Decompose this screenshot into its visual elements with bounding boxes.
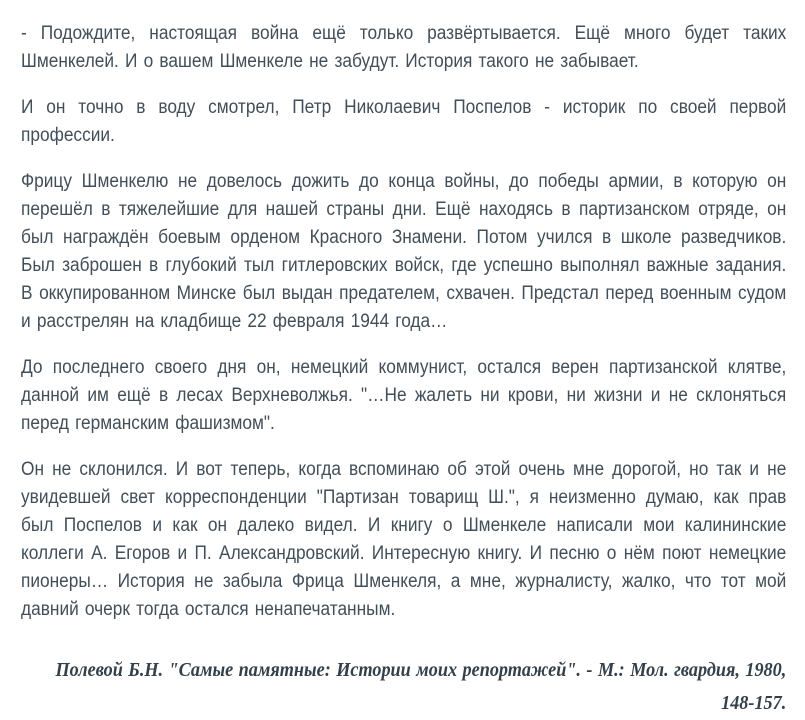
paragraph-4: До последнего своего дня он, немецкий коммунист, остался верен партизанской клятве, данной им ещё в лесах Верхневолжья. "…Не жалеть ни крови, ни жизни и не склоняться перед германским фашизмом". [21,357,787,434]
paragraph-3: Фрицу Шменкелю не довелось дожить до конца войны, до победы армии, в которую он перешёл в тяжелейшие для нашей страны дни. Ещё находясь в партизанском отряде, он был награждён боевым орденом Красного Знамени. Потом учился в школе разведчиков. Был заброшен в глубокий тыл гитлеровских войск, где успешно выполнял важные задания. В оккупированном Минске был выдан предателем, схвачен. Предстал перед военным судом и расстрелян на кладбище 22 февраля 1944 года… [21,171,787,332]
citation: Полевой Б.Н. "Самые памятные: Истории моих репортажей". - М.: Мол. гвардия, 1980, 148-157. [55,659,787,714]
paragraph-5: Он не склонился. И вот теперь, когда вспоминаю об этой очень мне дорогой, но так и не увидевшей свет корреспонденции "Партизан товарищ Ш.", я неизменно думаю, как прав был Поспелов и как он далеко видел. И книгу о Шменкеле написали мои калининские коллеги А. Егоров и П. Александровский. Интересную книгу. И песню о нём поют немецкие пионеры… История не забыла Фрица Шменкеля, а мне, журналисту, жалко, что тот мой давний очерк тогда остался ненапечатанным. [21,459,787,620]
article-text [21,20,786,720]
paragraph-2: И он точно в воду смотрел, Петр Николаевич Поспелов - историк по своей первой профессии. [21,97,787,146]
paragraph-1: - Подождите, настоящая война ещё только развёртывается. Ещё много будет таких Шменкелей. И о вашем Шменкеле не забудут. История такого не забывает. [21,23,787,72]
